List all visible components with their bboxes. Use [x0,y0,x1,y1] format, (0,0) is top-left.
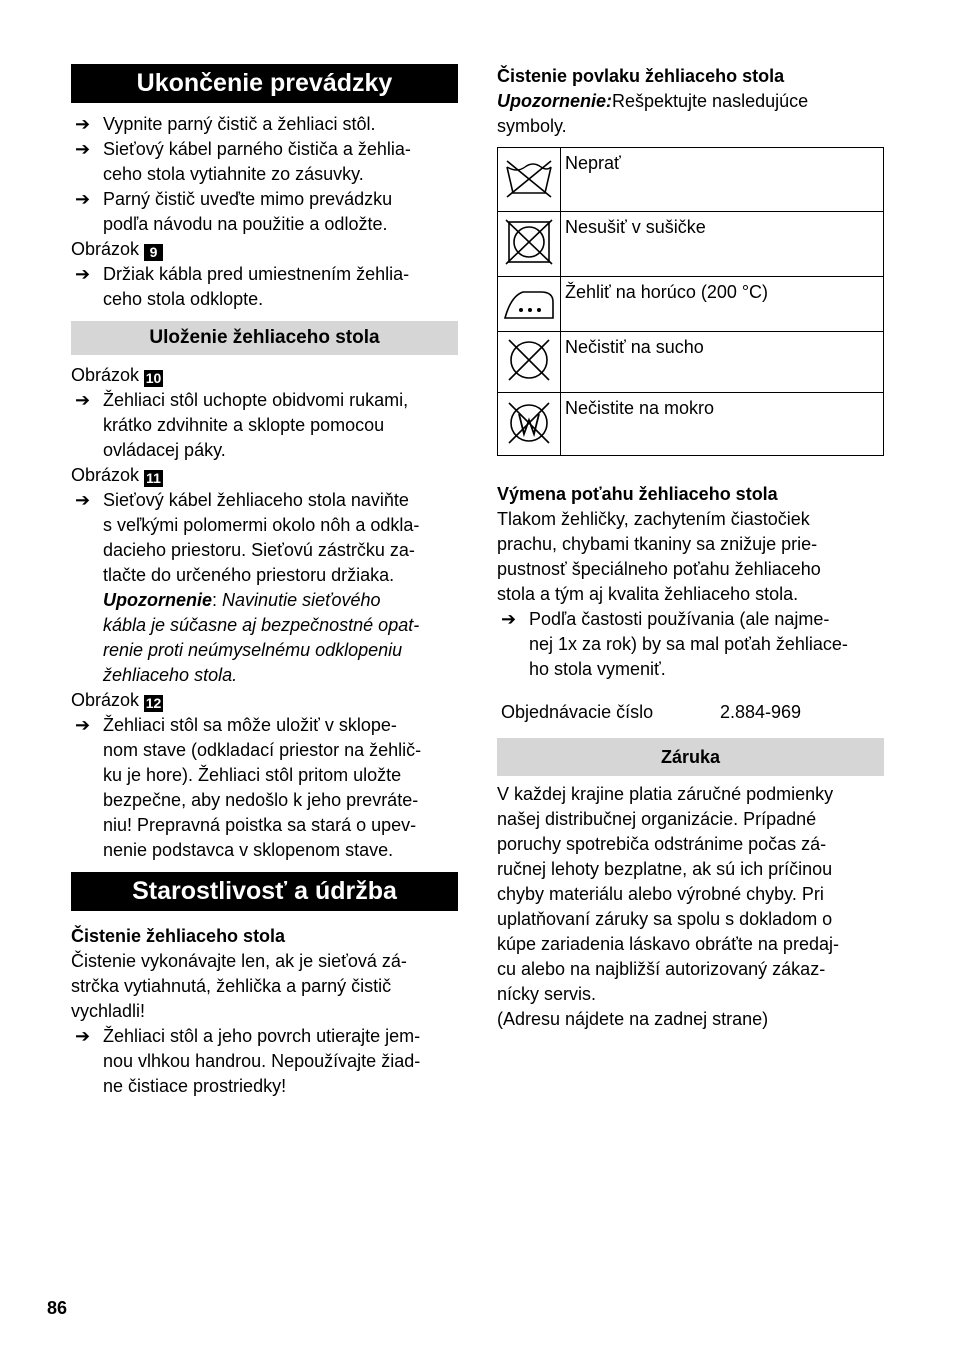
table-row [498,277,884,332]
section-title-shutdown: Ukončenie prevádzky [71,64,458,103]
warranty-paragraph: V každej krajine platia záručné podmienky našej distribučnej organizácie. Prípadné poruchy spotrebiča odstránime počas zá- ručnej lehoty bezplatne, ak sú ich príčinou chyby materiálu alebo výrobné chyby. Pri uplatňovaní záruky sa spolu s dokladom o kúpe zariadenia láskavo obráťte na predaj- cu alebo na najbližší autorizovaný zákaz- nícky servis. (Adresu nájdete na zadnej strane) [497,784,839,1029]
arrow-right-icon: ➔ [75,189,91,209]
symbol-label: Nečistiť na sucho [561,332,884,393]
no-wash-icon [498,148,561,212]
arrow-right-icon: ➔ [75,390,91,410]
arrow-right-icon: ➔ [75,114,91,134]
right-column [497,64,884,1032]
section-title-maintenance: Starostlivosť a údržba [71,872,458,911]
arrow-right-icon: ➔ [75,490,91,510]
paragraph: Tlakom žehličky, zachytením čiastočiek prachu, chybami tkaniny sa znižuje prie- pustnosť špeciálneho poťahu žehliaceho stola a tým aj kvalita žehliaceho stola. [497,509,821,604]
arrow-right-icon: ➔ [75,264,91,284]
order-number [497,700,884,725]
list-item: ➔ Žehliaci stôl a jeho povrch utierajte jem- nou vlhkou handrou. Nepoužívajte žiad- ne čistiace prostriedky! [75,1026,421,1096]
symbol-label: Nesušiť v sušičke [561,212,884,277]
arrow-right-icon: ➔ [75,715,91,735]
paragraph: Čistenie vykonávajte len, ak je sieťová zá- strčka vytiahnutá, žehlička a parný čistič vychladli! [71,951,407,1021]
order-number-label: Objednávacie číslo [501,702,654,722]
figure-reference: Obrázok 9 [71,237,458,262]
list-item: ➔ Parný čistič uveďte mimo prevádzku podľa návodu na použitie a odložte. [75,189,393,234]
list-item: ➔ Podľa častosti používania (ale najme- nej 1x za rok) by sa mal poťah žehliace- ho stola vymeniť. [501,609,848,679]
figure-number: 12 [145,695,162,711]
no-dry-clean-icon [498,332,561,393]
table-row [498,332,884,393]
figure-reference: Obrázok 11 [71,463,458,488]
symbol-label: Žehliť na horúco (200 °C) [561,277,884,332]
left-column [71,64,458,1099]
order-number-value: 2.884-969 [720,702,802,722]
figure-number: 9 [144,244,163,261]
paragraph: Upozornenie:Rešpektujte nasledujúce symboly. [497,91,809,136]
list-item: ➔ Vypnite parný čistič a žehliaci stôl. [71,112,458,137]
list-item: ➔ Žehliaci stôl sa môže uložiť v sklope- nom stave (odkladací priestor na žehlič- ku je hore). Žehliaci stôl pritom uložte bezpečne, aby nedošlo k jeho prevráte- niu! Prepravná poistka sa stará o upev- nenie podstavca v sklopenom stave. [75,715,422,860]
iron-hot-icon [498,277,561,332]
figure-reference: Obrázok 12 [71,690,162,711]
subsection-title-storage: Uloženie žehliaceho stola [71,321,458,355]
table-row [498,148,884,212]
arrow-right-icon: ➔ [501,609,517,629]
table-row [498,212,884,277]
no-wet-clean-icon [498,393,561,456]
list-item: ➔ Žehliaci stôl uchopte obidvomi rukami, krátko zdvihnite a sklopte pomocou ovládacej páky. [75,390,409,460]
list-item: ➔ Sieťový kábel parného čističa a žehlia- ceho stola vytiahnite zo zásuvky. [75,139,411,184]
symbol-label: Neprať [561,148,884,212]
page-number: 86 [47,1298,68,1318]
arrow-right-icon: ➔ [75,139,91,159]
heading-cover-cleaning: Čistenie povlaku žehliaceho stola [497,66,785,86]
symbol-label: Nečistite na mokro [561,393,884,456]
arrow-right-icon: ➔ [75,1026,91,1046]
figure-number: 11 [144,470,163,487]
table-row [498,393,884,456]
list-item: ➔ Držiak kábla pred umiestnením žehlia- ceho stola odklopte. [75,264,410,309]
list-item: ➔ Sieťový kábel žehliaceho stola naviňte s veľkými polomermi okolo nôh a odkla- dacieho priestoru. Sieťovú zástrčku za- tlačte do určeného priestoru držiaka. [75,490,420,585]
figure-reference: Obrázok 10 [71,365,162,386]
no-tumble-dry-icon [498,212,561,277]
care-symbols-table [497,147,884,456]
note: Upozornenie: Navinutie sieťového kábla je súčasne aj bezpečnostné opat- renie proti neúmyselnému odklopeniu žehliaceho stola. [103,590,420,685]
figure-number: 10 [145,370,162,386]
heading-cover-replacement: Výmena poťahu žehliaceho stola [497,484,778,504]
heading-cleaning: Čistenie žehliaceho stola [71,926,286,946]
subsection-title-warranty: Záruka [497,738,884,776]
